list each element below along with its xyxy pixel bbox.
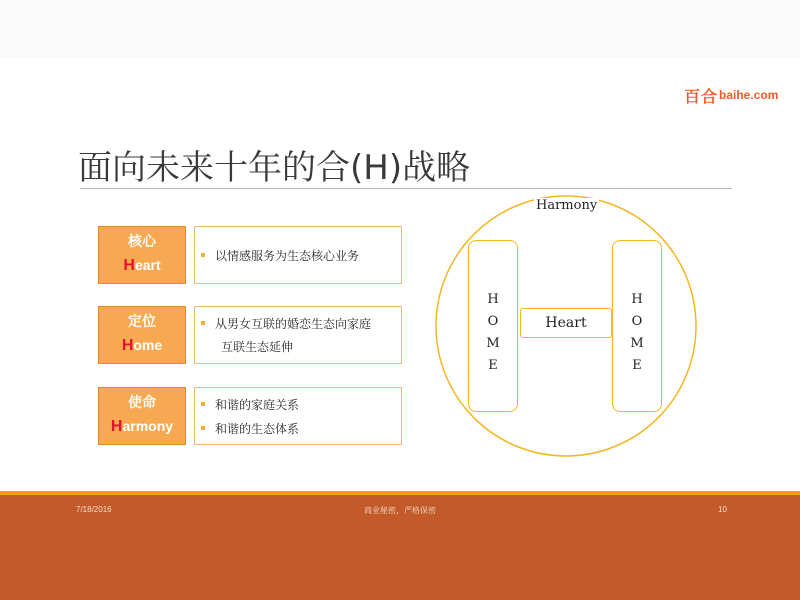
pillar-letter: E [488, 358, 498, 373]
top-band [0, 0, 800, 58]
footer-page-number: 10 [718, 505, 727, 514]
label-en-rest: ome [133, 337, 163, 353]
footer-confidential: 商业秘密，严格保密 [364, 506, 436, 515]
pillar-letter: E [632, 358, 642, 373]
logo-english-text: baihe.com [719, 88, 779, 102]
logo-chinese-text: 百合 [684, 86, 719, 106]
left-home-pillar [468, 240, 518, 412]
label-en-initial: H [123, 257, 135, 274]
desc-heart [194, 226, 402, 284]
bullet-item [195, 392, 401, 416]
bullet-text: 以情感服务为生态核心业务 [215, 248, 360, 263]
pillar-letters [469, 289, 517, 377]
label-en-initial: H [121, 337, 134, 354]
pillar-letter: O [487, 314, 499, 329]
footer-date: 7/18/2016 [76, 505, 112, 514]
bullet-square-icon [201, 402, 205, 406]
label-cn: 定位 [128, 314, 156, 330]
label-en [111, 415, 173, 438]
label-cn: 核心 [128, 234, 156, 250]
harmony-label: Harmony [536, 198, 598, 213]
label-en [122, 334, 162, 357]
bullet-square-icon [201, 321, 205, 325]
bullet-item [195, 416, 401, 440]
bullet-item [195, 311, 401, 335]
pillar-letter: M [630, 336, 644, 351]
label-en-rest: eart [134, 257, 161, 273]
bullet-text: 从男女互联的婚恋生态向家庭 [215, 316, 372, 331]
harmony-h-diagram [430, 192, 710, 462]
desc-home [194, 306, 402, 364]
label-en [123, 254, 160, 277]
pillar-letters [613, 289, 661, 377]
title-divider [80, 188, 732, 189]
label-cn: 使命 [128, 395, 156, 411]
bullet-text: 和谐的家庭关系 [215, 397, 300, 412]
slide-title: 面向未来十年的合(H)战略 [78, 148, 471, 188]
bullet-square-icon [201, 253, 205, 257]
baihe-logo [684, 84, 778, 106]
pillar-letter: O [631, 314, 643, 329]
label-en-rest: armony [122, 418, 174, 434]
label-home [98, 306, 186, 364]
desc-harmony [194, 387, 402, 445]
heart-crossbar: Heart [520, 308, 612, 338]
pillar-letter: H [487, 292, 499, 307]
label-en-initial: H [110, 418, 123, 435]
label-harmony [98, 387, 186, 445]
bullet-text: 和谐的生态体系 [215, 421, 300, 436]
bullet-square-icon [201, 426, 205, 430]
label-heart [98, 226, 186, 284]
bullet-item [195, 243, 401, 267]
right-home-pillar [612, 240, 662, 412]
pillar-letter: H [631, 292, 643, 307]
pillar-letter: M [486, 336, 500, 351]
bullet-text-continued: 互联生态延伸 [221, 340, 294, 354]
